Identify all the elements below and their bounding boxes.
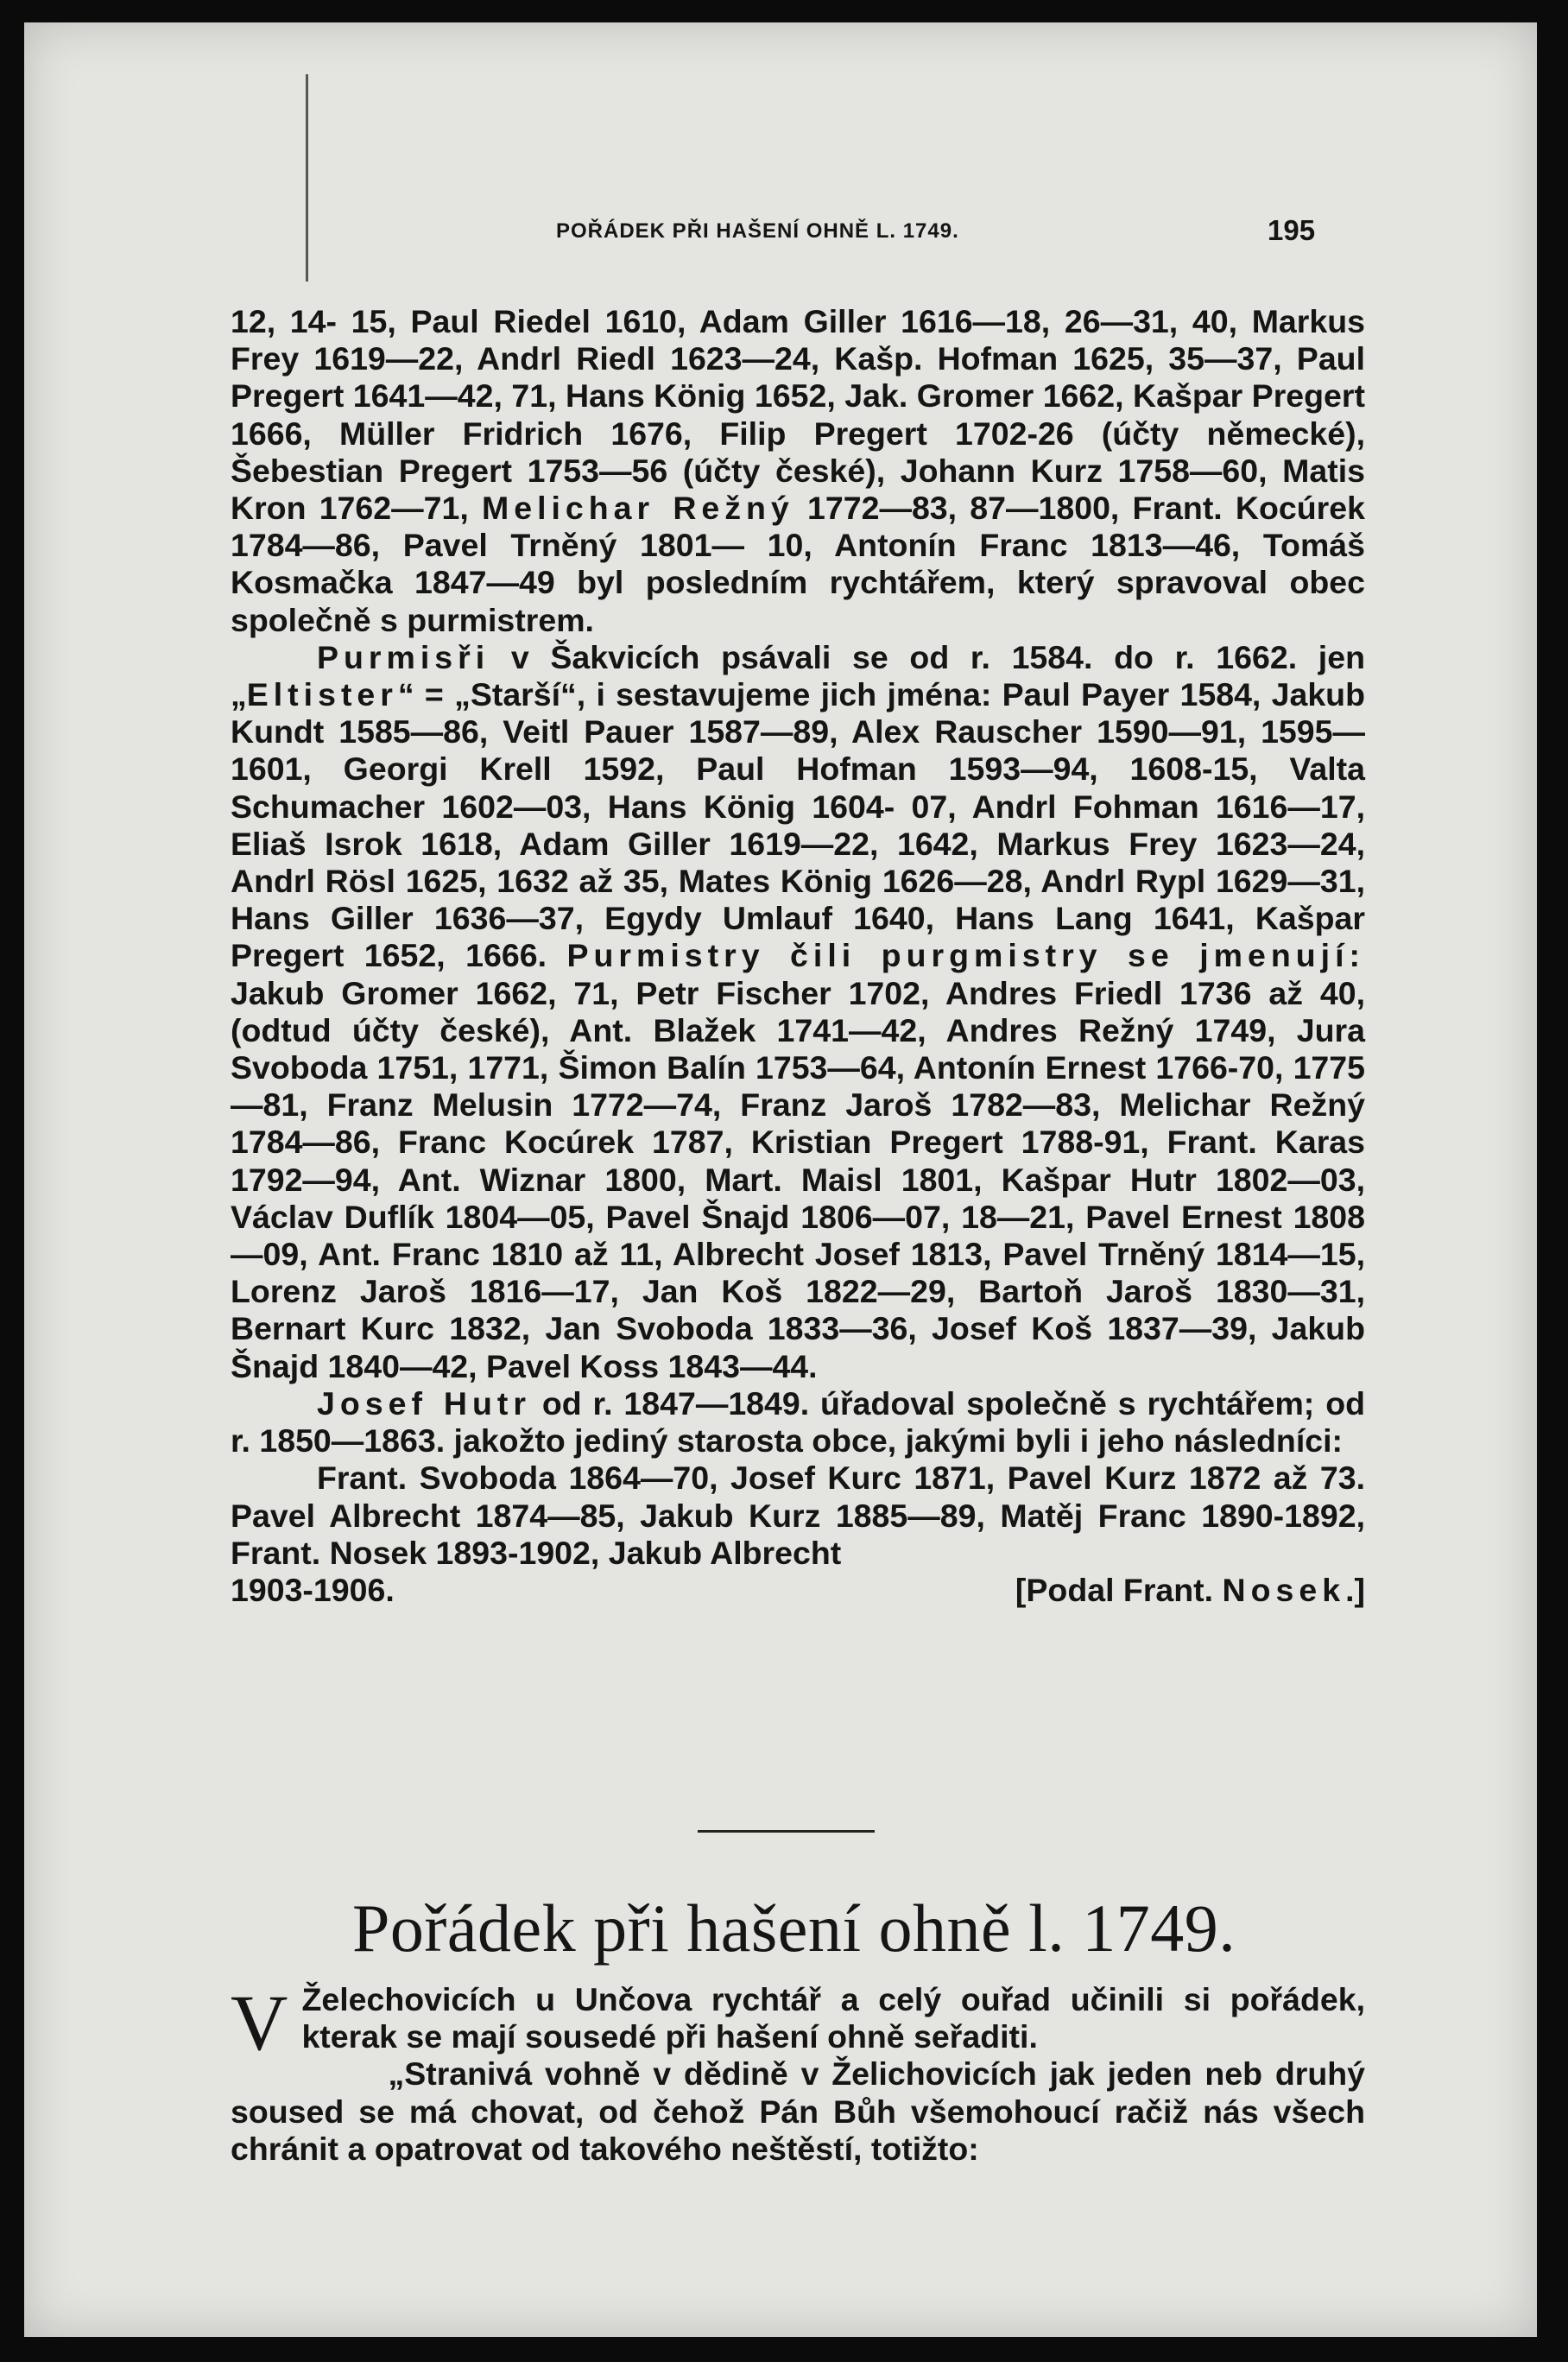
paragraph [231,1385,1365,1460]
spaced-term: Purmisři [317,638,490,675]
text-run: v Šakvicích psávali se od r. 1584. do r. 1662. jen „ [231,638,1365,713]
signature-line [231,1572,1365,1609]
section-divider [698,1830,875,1833]
spaced-term: Purmistry čili purgmistry se jmenují: [566,937,1365,974]
paragraph: „Stranivá vohně v dědině v Želichovicích jak jeden neb druhý soused se má chovat, od čehož Pán Bůh všemohoucí račiž nás všech chránit a opatrovat od takového neštěstí, totižto: [231,2055,1365,2167]
text-run: “ = „Starší“, i sestavujeme jich jména: Paul Payer 1584, Jakub Kundt 1585—86, Veitl Pauer 1587—89, Alex Rauscher 1590—91, 1595—1601, Georgi Krell 1592, Paul Hofman 1593—94, 1608-15, Valta Schumacher 1602—03, Hans König 1604- 07, Andrl Fohman 1616—17, Eliaš Isrok 1618, Adam Giller 1619—22, 1642, Markus Frey 1623—24, Andrl Rösl 1625, 1632 až 35, Mates König 1626—28, Andrl Rypl 1629—31, Hans Giller 1636—37, Egydy Umlauf 1640, Hans Lang 1641, Kašpar Pregert 1652, 1666. [231,676,1365,974]
spaced-name: Melichar Režný [481,490,794,527]
paragraph [231,1460,1365,1572]
drop-cap: V [231,1979,288,2067]
text-run: 1772—83, 87—1800, Frant. Kocúrek 1784—86, Pavel Trněný 1801— 10, Antonín Franc 1813—46, Tomáš Kosmačka 1847—49 byl posledním rychtářem, který spravoval obec společně s purmistrem. [231,490,1365,638]
text-run: 1903-1906. [231,1571,395,1608]
spaced-name: Josef Hutr [317,1384,531,1422]
signature-name: Nosek [1222,1571,1346,1608]
text-run: 12, 14- 15, Paul Riedel 1610, Adam Giller 1616—18, 26—31, 40, Markus Frey 1619—22, Andrl Riedl 1623—24, Kašp. Hofman 1625, 35—37, Paul Pregert 1641—42, 71, Hans König 1652, Jak. Gromer 1662, Kašpar Pregert 1666, Müller Fridrich 1676, Filip Pregert 1702-26 (účty německé), Šebestian Pregert 1753—56 (účty české), Johann Kurz 1758—60, Matis Kron 1762—71, [231,303,1365,527]
main-text [231,303,1365,1609]
signature [1015,1572,1365,1609]
running-header: POŘÁDEK PŘI HAŠENÍ OHNĚ L. 1749. [556,219,959,243]
paragraph [231,639,1365,1385]
text-run: od r. 1847—1849. úřadoval společně s rychtářem; od r. 1850—1863. jakožto jediný starosta obce, jakými byli i jeho následníci: [231,1384,1366,1460]
text-run: Jakub Gromer 1662, 71, Petr Fischer 1702, Andres Friedl 1736 až 40, (odtud účty české), Ant. Blažek 1741—42, Andres Režný 1749, Jura Svoboda 1751, 1771, Šimon Balín 1753—64, Antonín Ernest 1766-70, 1775—81, Franz Melusin 1772—74, Franz Jaroš 1782—83, Melichar Režný 1784—86, Franc Kocúrek 1787, Kristian Pregert 1788-91, Frant. Karas 1792—94, Ant. Wiznar 1800, Mart. Maisl 1801, Kašpar Hutr 1802—03, Václav Duflík 1804—05, Pavel Šnajd 1806—07, 18—21, Pavel Ernest 1808—09, Ant. Franc 1810 až 11, Albrecht Josef 1813, Pavel Trněný 1814—15, Lorenz Jaroš 1816—17, Jan Koš 1822—29, Bartoň Jaroš 1830—31, Bernart Kurc 1832, Jan Svoboda 1833—36, Josef Koš 1837—39, Jakub Šnajd 1840—42, Pavel Koss 1843—44. [231,974,1365,1384]
paragraph [231,303,1365,639]
paragraph: Želechovicích u Unčova rychtář a celý ouřad učinili si pořádek, kterak se mají sousedé při hašení ohně seřaditi. [301,1981,1365,2055]
text-run: Frant. Svoboda 1864—70, Josef Kurc 1871, Pavel Kurz 1872 až 73. Pavel Albrecht 1874—85, Jakub Kurz 1885—89, Matěj Franc 1890-1892, Frant. Nosek 1893-1902, Jakub Albrecht [231,1460,1365,1571]
page-number: 195 [1268,214,1316,246]
article-title: Pořádek při hašení ohně l. 1749. [352,1890,1236,1966]
signature-prefix: [Podal Frant. [1015,1571,1214,1608]
signature-suffix: .] [1345,1571,1365,1608]
article-text [231,1981,1365,2168]
spaced-term: Eltister [246,676,398,713]
margin-rule [306,74,308,282]
book-page [24,22,1537,2337]
